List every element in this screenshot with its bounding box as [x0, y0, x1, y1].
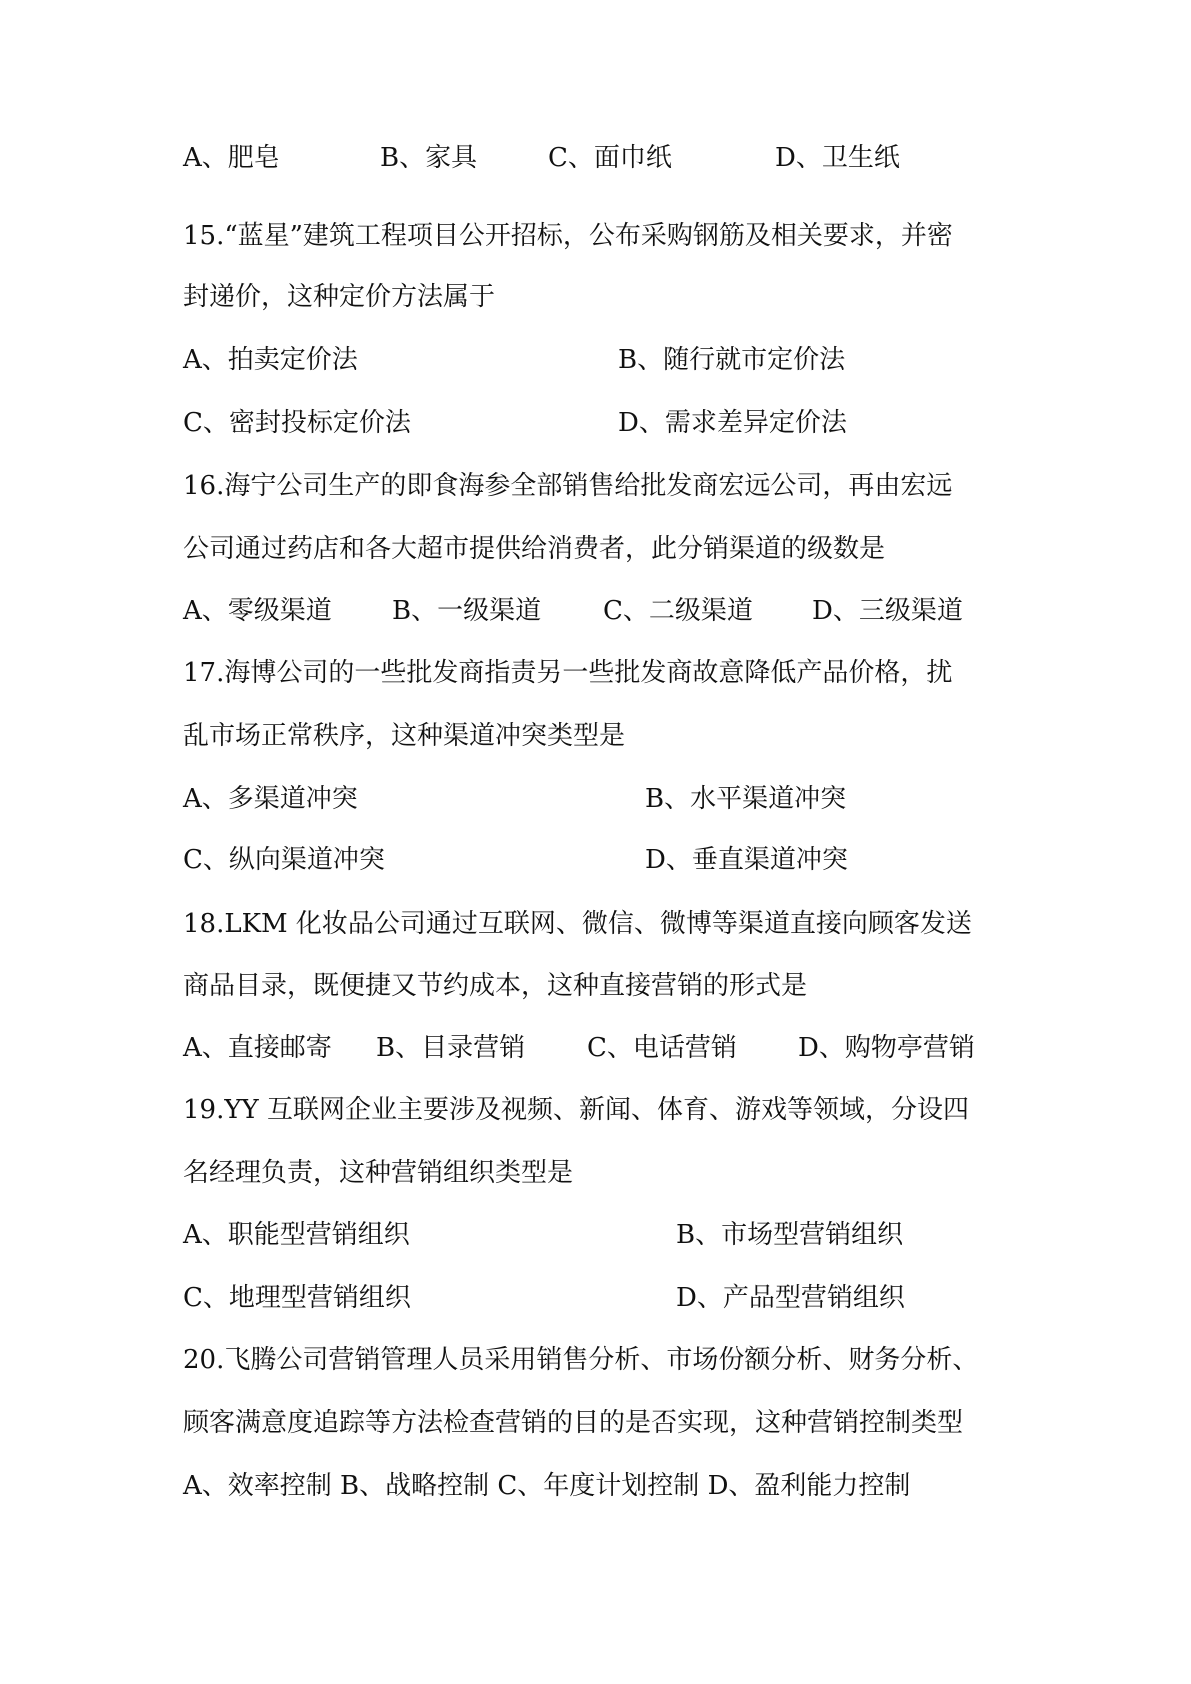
option-c: C、纵向渠道冲突	[183, 845, 385, 875]
option-a: A、零级渠道	[183, 596, 332, 626]
question-15-line-2: 封递价，这种定价方法属于	[183, 282, 496, 312]
option-b: B、市场型营销组织	[676, 1220, 904, 1250]
option-a: A、职能型营销组织	[183, 1220, 410, 1250]
option-d: D、三级渠道	[812, 596, 963, 626]
question-15-line-1: 15.“蓝星”建筑工程项目公开招标，公布采购钢筋及相关要求，并密	[183, 221, 953, 251]
option-b: B、随行就市定价法	[618, 345, 846, 375]
question-20-line-1: 20.飞腾公司营销管理人员采用销售分析、市场份额分析、财务分析、	[183, 1345, 979, 1375]
question-17-line-1: 17.海博公司的一些批发商指责另一些批发商故意降低产品价格，扰	[183, 658, 953, 688]
option-d: D、购物亭营销	[798, 1033, 975, 1063]
option-d: D、产品型营销组织	[676, 1283, 905, 1313]
option-a: A、直接邮寄	[183, 1033, 332, 1063]
question-18-line-1: 18.LKM 化妆品公司通过互联网、微信、微博等渠道直接向顾客发送	[183, 909, 972, 939]
option-b: B、目录营销	[376, 1033, 526, 1063]
question-16-line-1: 16.海宁公司生产的即食海参全部销售给批发商宏远公司，再由宏远	[183, 471, 953, 501]
option-b: B、家具	[380, 143, 478, 173]
option-c: C、二级渠道	[603, 596, 753, 626]
option-c: C、电话营销	[587, 1033, 737, 1063]
question-18-line-2: 商品目录，既便捷又节约成本，这种直接营销的形式是	[183, 971, 808, 1001]
option-a: A、肥皂	[183, 143, 280, 173]
question-19-line-1: 19.YY 互联网企业主要涉及视频、新闻、体育、游戏等领域，分设四	[183, 1095, 969, 1125]
option-b: B、水平渠道冲突	[645, 784, 847, 814]
question-19-line-2: 名经理负责，这种营销组织类型是	[183, 1158, 574, 1188]
option-d: D、卫生纸	[775, 143, 900, 173]
option-a: A、多渠道冲突	[183, 784, 358, 814]
option-b: B、一级渠道	[392, 596, 542, 626]
options-row: A、效率控制 B、战略控制 C、年度计划控制 D、盈利能力控制	[183, 1471, 911, 1501]
question-16-line-2: 公司通过药店和各大超市提供给消费者，此分销渠道的级数是	[183, 534, 886, 564]
option-d: D、垂直渠道冲突	[645, 845, 848, 875]
question-17-line-2: 乱市场正常秩序，这种渠道冲突类型是	[183, 721, 626, 751]
option-d: D、需求差异定价法	[618, 408, 847, 438]
question-20-line-2: 顾客满意度追踪等方法检查营销的目的是否实现，这种营销控制类型	[183, 1408, 964, 1438]
option-c: C、密封投标定价法	[183, 408, 411, 438]
option-c: C、地理型营销组织	[183, 1283, 411, 1313]
option-a: A、拍卖定价法	[183, 345, 358, 375]
option-c: C、面巾纸	[548, 143, 672, 173]
